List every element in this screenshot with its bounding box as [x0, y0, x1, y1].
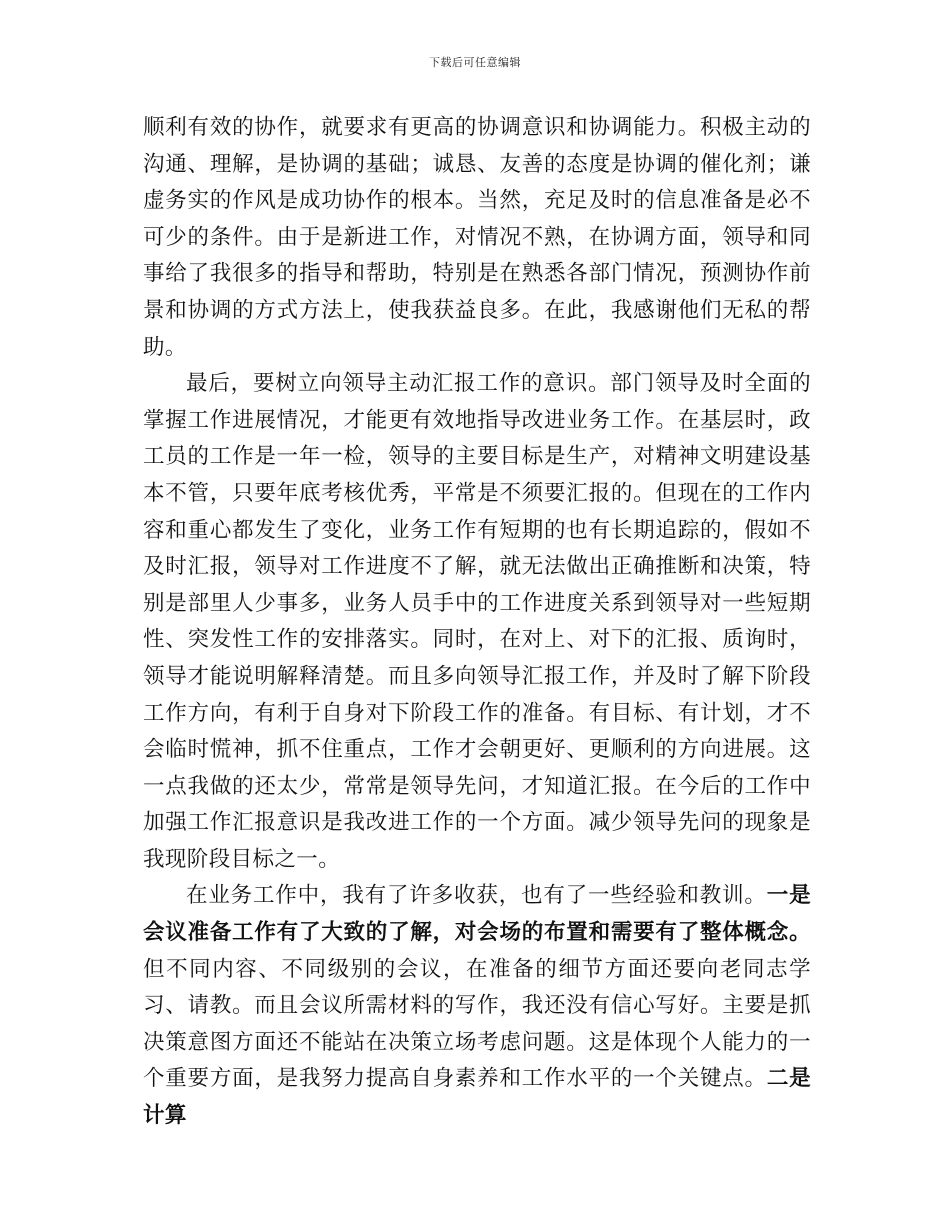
page-header: 下载后可任意编辑 — [429, 56, 521, 69]
paragraph-3-intro: 在业务工作中，我有了许多收获，也有了一些经验和教训。 — [186, 883, 767, 909]
paragraph-3 — [143, 878, 811, 1134]
paragraph-3-point-two: 二是计算 — [143, 1066, 811, 1129]
paragraph-3-point-one: 一是会议准备工作有了大致的了解，对会场的布置和需要有了整体概念。 — [143, 883, 811, 946]
paragraph-2: 最后，要树立向领导主动汇报工作的意识。部门领导及时全面的掌握工作进展情况，才能更有效地指导改进业务工作。在基层时，政工员的工作是一年一检，领导的主要目标是生产，对精神文明建设基本不管，只要年底考核优秀，平常是不须要汇报的。但现在的工作内容和重心都发生了变化，业务工作有短期的也有长期追踪的，假如不及时汇报，领导对工作进度不了解，就无法做出正确推断和决策，特别是部里人少事多，业务人员手中的工作进度关系到领导对一些短期性、突发性工作的安排落实。同时，在对上、对下的汇报、质询时，领导才能说明解释清楚。而且多向领导汇报工作，并及时了解下阶段工作方向，有利于自身对下阶段工作的准备。有目标、有计划，才不会临时慌神，抓不住重点，工作才会朝更好、更顺利的方向进展。这一点我做的还太少，常常是领导先问，才知道汇报。在今后的工作中加强工作汇报意识是我改进工作的一个方面。减少领导先问的现象是我现阶段目标之一。 — [143, 371, 811, 872]
paragraph-1: 顺利有效的协作，就要求有更高的协调意识和协调能力。积极主动的沟通、理解，是协调的基础；诚恳、友善的态度是协调的催化剂；谦虚务实的作风是成功协作的根本。当然，充足及时的信息准备是必不可少的条件。由于是新进工作，对情况不熟，在协调方面，领导和同事给了我很多的指导和帮助，特别是在熟悉各部门情况，预测协作前景和协调的方式方法上，使我获益良多。在此，我感谢他们无私的帮助。 — [143, 115, 811, 360]
paragraph-3-detail: 但不同内容、不同级别的会议，在准备的细节方面还要向老同志学习、请教。而且会议所需材料的写作，我还没有信心写好。主要是抓决策意图方面还不能站在决策立场考虑问题。这是体现个人能力的一个重要方面，是我努力提高自身素养和工作水平的一个关键点。 — [143, 956, 811, 1092]
document-body — [143, 110, 811, 1135]
